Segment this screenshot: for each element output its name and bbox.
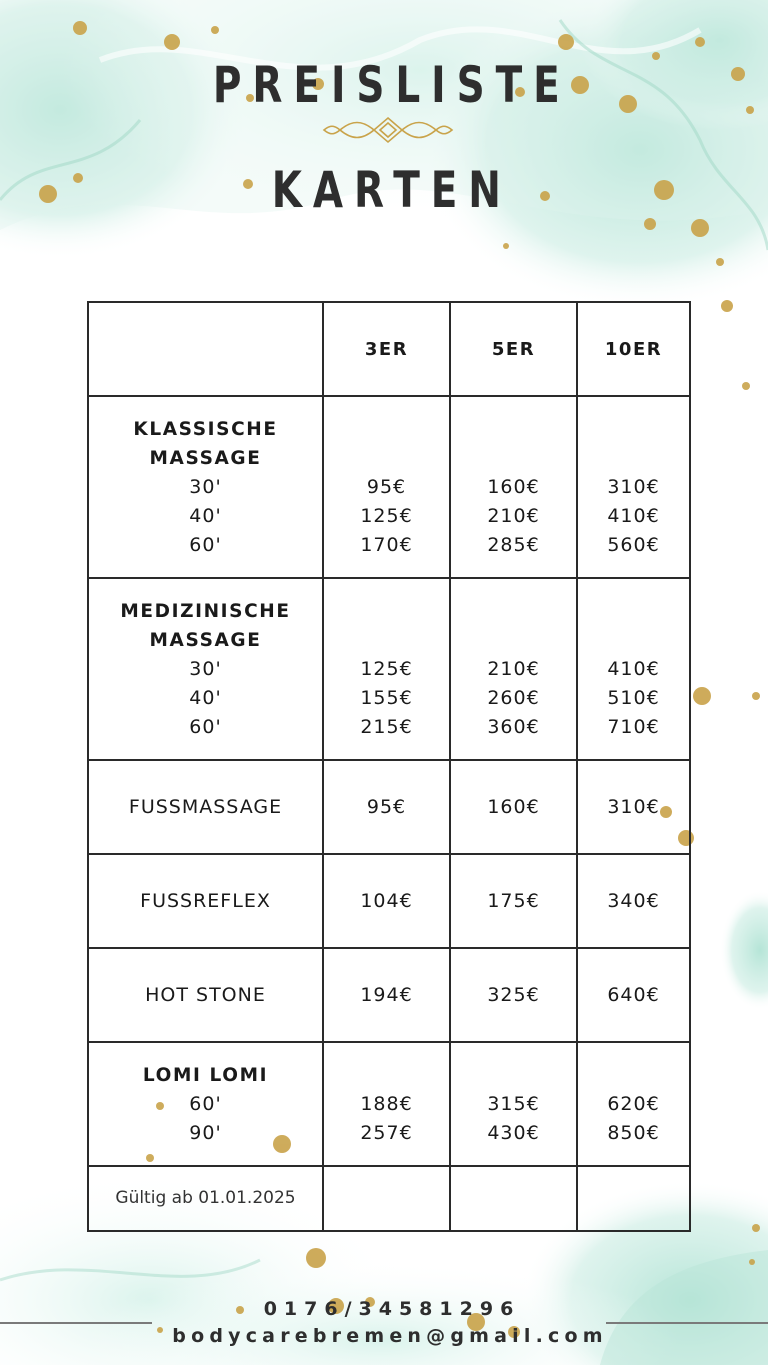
duration: 60' [189, 715, 222, 738]
contact-email[interactable]: bodycarebremen@gmail.com [172, 1325, 608, 1347]
price: 215€ [360, 715, 413, 738]
table-row [88, 760, 690, 854]
price-cell-3er [323, 396, 450, 578]
duration: 40' [189, 686, 222, 709]
empty-cell [323, 1166, 450, 1231]
price-cell-5er: 160€ [450, 760, 577, 854]
service-cell [88, 396, 323, 578]
header-5er: 5ER [450, 302, 577, 396]
price: 188€ [360, 1092, 413, 1115]
price: 315€ [487, 1092, 540, 1115]
duration: 60' [189, 533, 222, 556]
price: 125€ [360, 657, 413, 680]
table-row [88, 948, 690, 1042]
price: 430€ [487, 1121, 540, 1144]
table-row [88, 396, 690, 578]
contact-phone[interactable]: 0176/34581296 [263, 1298, 521, 1320]
header-10er: 10ER [577, 302, 690, 396]
duration: 60' [189, 1092, 222, 1115]
price-cell-10er [577, 1042, 690, 1166]
price-cell-3er [323, 578, 450, 760]
price-cell-5er [450, 578, 577, 760]
price: 125€ [360, 504, 413, 527]
price-cell-5er: 175€ [450, 854, 577, 948]
table-row [88, 578, 690, 760]
price-cell-3er: 104€ [323, 854, 450, 948]
duration: 30' [189, 475, 222, 498]
price: 360€ [487, 715, 540, 738]
price: 850€ [607, 1121, 660, 1144]
page-title: PREISLISTE [212, 56, 571, 114]
price: 620€ [607, 1092, 660, 1115]
price-cell-5er [450, 1042, 577, 1166]
price: 210€ [487, 657, 540, 680]
price: 155€ [360, 686, 413, 709]
service-cell [88, 1042, 323, 1166]
table-row [88, 1042, 690, 1166]
empty-cell [577, 1166, 690, 1231]
price: 510€ [607, 686, 660, 709]
price-cell-10er: 640€ [577, 948, 690, 1042]
price-cell-3er: 194€ [323, 948, 450, 1042]
price-cell-10er: 310€ [577, 760, 690, 854]
price: 410€ [607, 504, 660, 527]
service-name: MEDIZINISCHE MASSAGE [120, 600, 291, 651]
header-empty-cell [88, 302, 323, 396]
price-cell-3er: 95€ [323, 760, 450, 854]
price-table [87, 301, 691, 1232]
price: 170€ [360, 533, 413, 556]
price: 560€ [607, 533, 660, 556]
service-name: HOT STONE [88, 948, 323, 1042]
price: 285€ [487, 533, 540, 556]
divider-line-left [0, 1322, 152, 1324]
service-name: FUSSREFLEX [88, 854, 323, 948]
price-cell-10er [577, 578, 690, 760]
price: 710€ [607, 715, 660, 738]
service-name: KLASSISCHE MASSAGE [133, 418, 278, 469]
duration: 90' [189, 1121, 222, 1144]
price-cell-10er [577, 396, 690, 578]
duration: 40' [189, 504, 222, 527]
header-3er: 3ER [323, 302, 450, 396]
price: 310€ [607, 475, 660, 498]
service-name: LOMI LOMI [142, 1064, 269, 1086]
price: 210€ [487, 504, 540, 527]
price-cell-10er: 340€ [577, 854, 690, 948]
price: 410€ [607, 657, 660, 680]
table-row [88, 854, 690, 948]
price: 160€ [487, 475, 540, 498]
service-name: FUSSMASSAGE [88, 760, 323, 854]
price: 95€ [366, 475, 407, 498]
price: 257€ [360, 1121, 413, 1144]
validity-note: Gültig ab 01.01.2025 [88, 1166, 323, 1231]
price: 260€ [487, 686, 540, 709]
empty-cell [450, 1166, 577, 1231]
ornament-divider [90, 116, 686, 146]
divider-line-right [606, 1322, 768, 1324]
price-cell-5er [450, 396, 577, 578]
duration: 30' [189, 657, 222, 680]
service-cell [88, 578, 323, 760]
price-cell-5er: 325€ [450, 948, 577, 1042]
page-subtitle: KARTEN [271, 161, 512, 219]
table-header-row [88, 302, 690, 396]
price-cell-3er [323, 1042, 450, 1166]
table-footer-row [88, 1166, 690, 1231]
